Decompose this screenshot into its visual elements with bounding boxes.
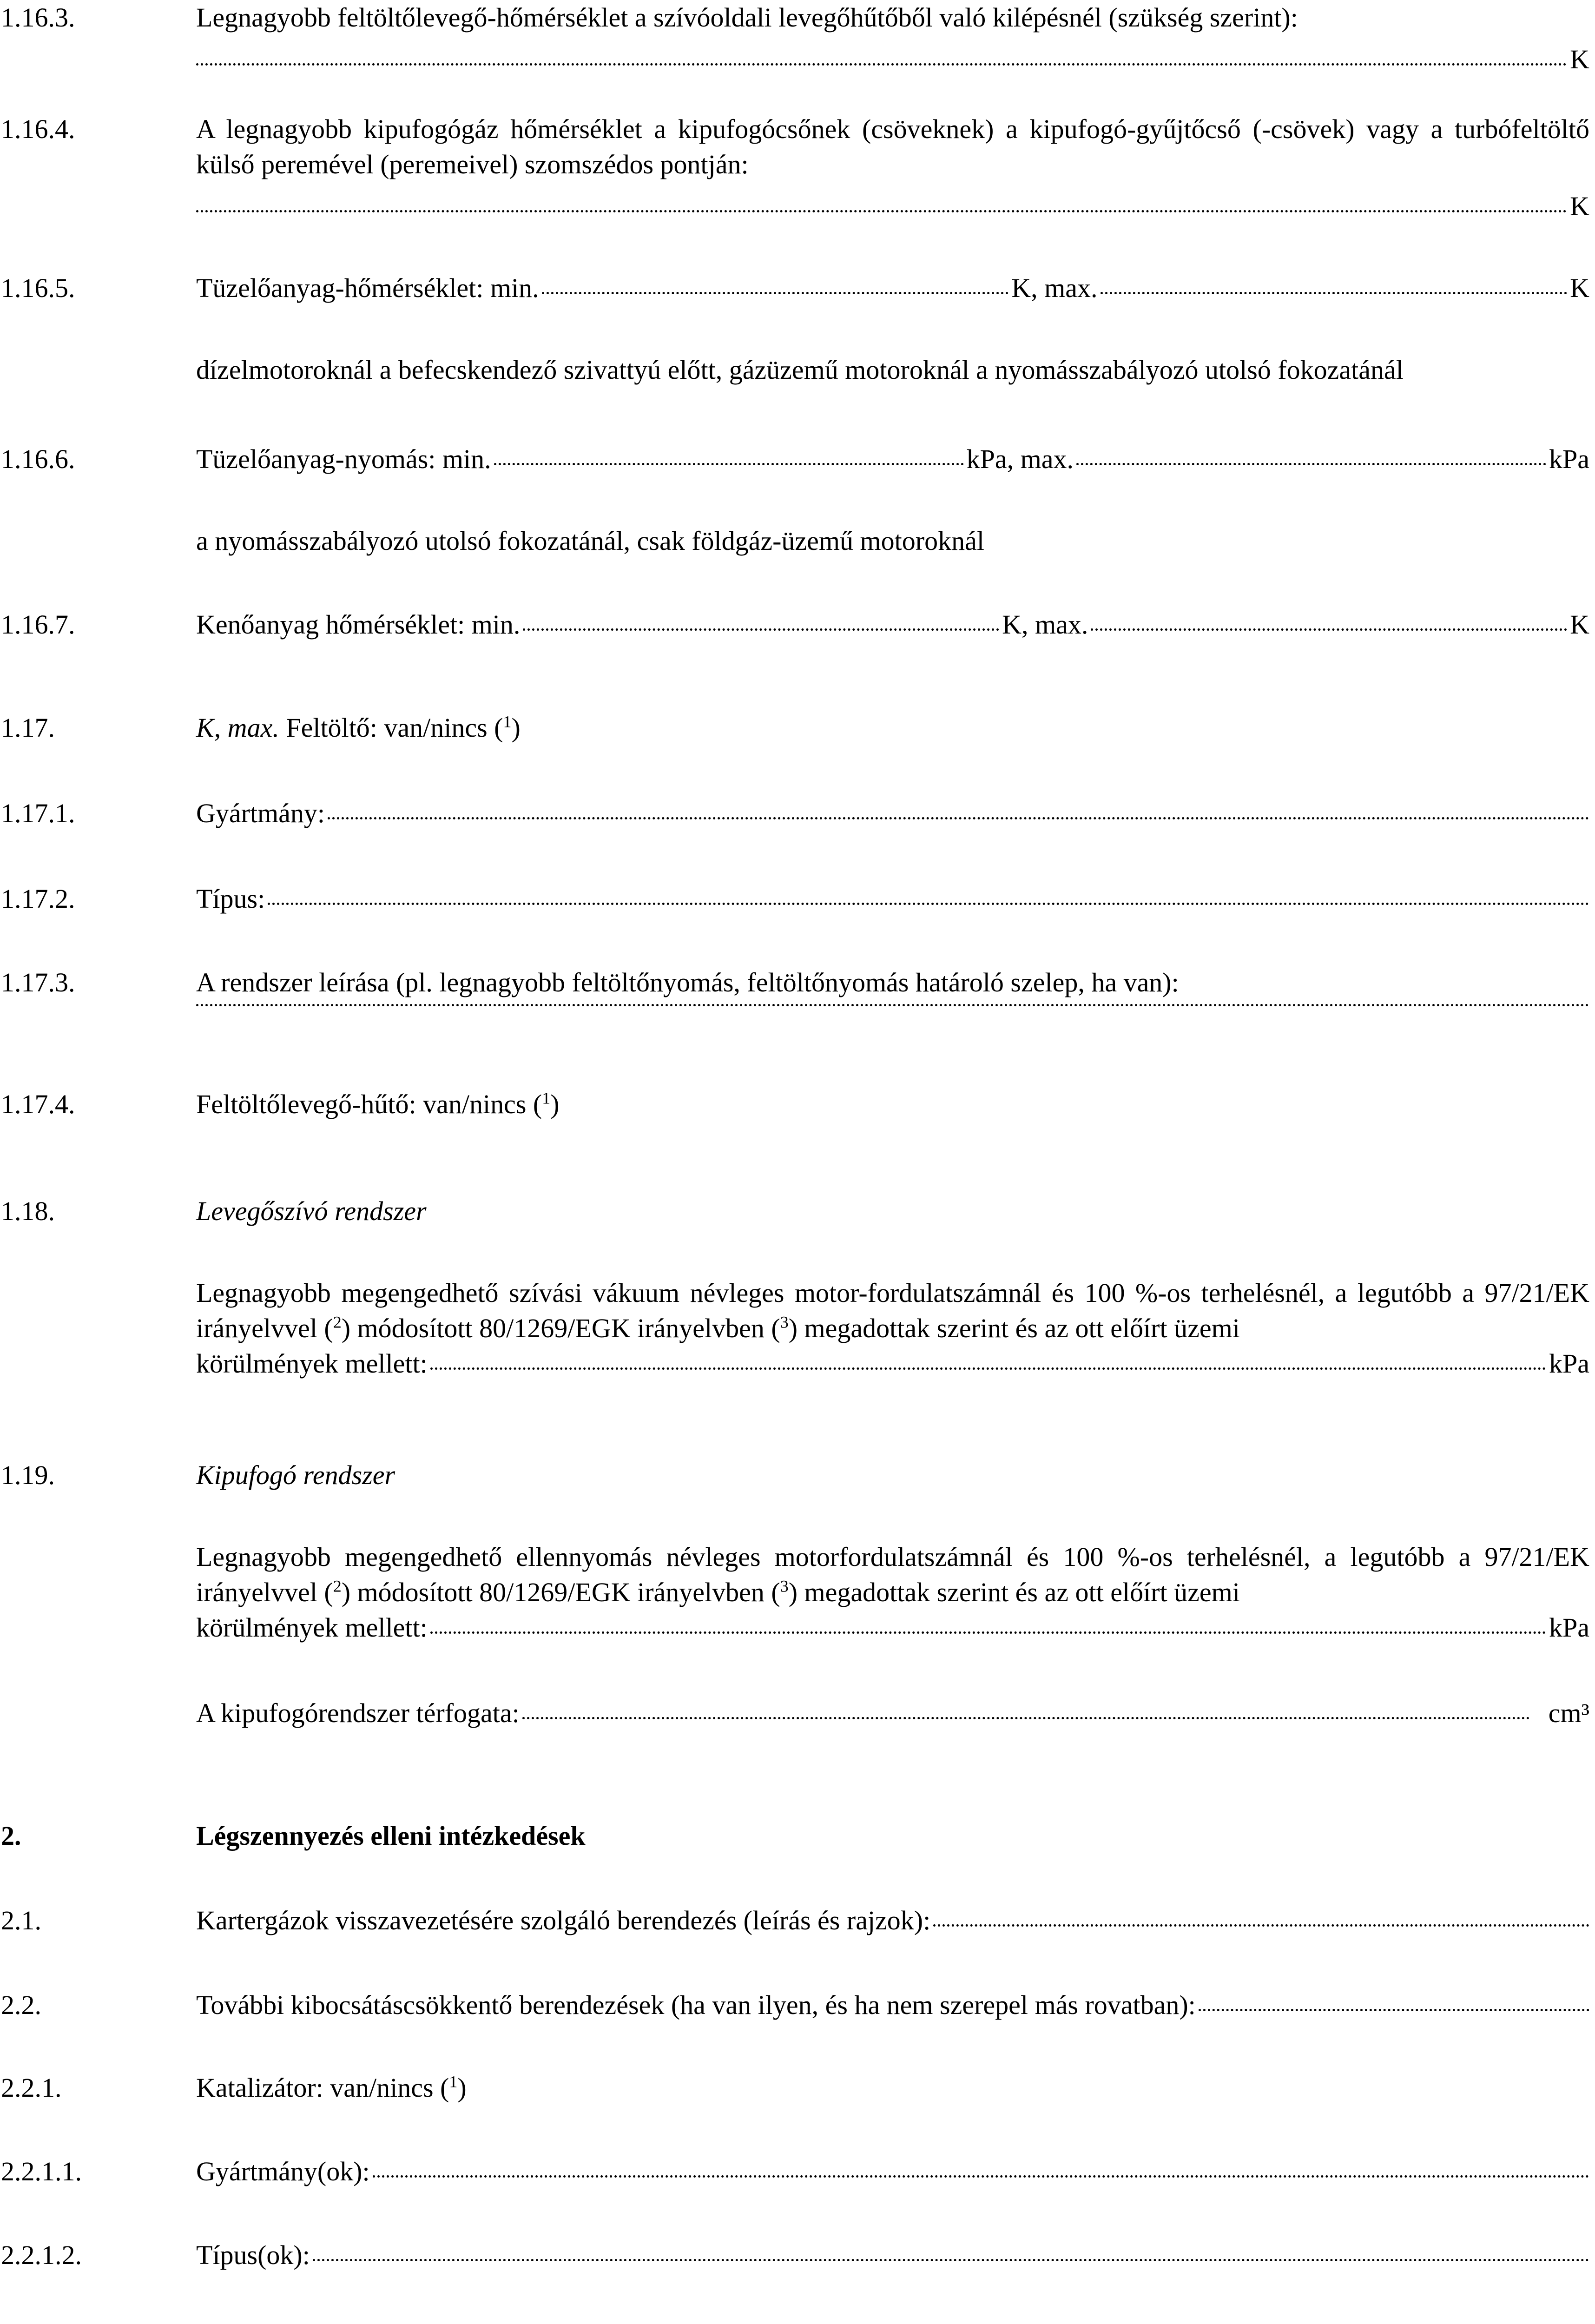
item-number: 1.18. bbox=[1, 1196, 55, 1226]
fill-in-line[interactable] bbox=[196, 210, 1567, 212]
item-text: A rendszer leírása (pl. legnagyobb feltöltőnyomás, feltöltőnyomás határoló szelep, ha van): bbox=[196, 967, 1179, 997]
item-number: 2.2.1.2. bbox=[1, 2240, 82, 2270]
item-number: 1.19. bbox=[1, 1460, 55, 1490]
min-label: Tüzelőanyag-nyomás: min. bbox=[196, 444, 491, 474]
item-label: Gyártmány(ok): bbox=[196, 2156, 370, 2186]
item-label: körülmények mellett: bbox=[196, 1612, 428, 1643]
footnote-ref[interactable]: 3 bbox=[780, 1577, 789, 1596]
item-note: a nyomásszabályozó utolsó fokozatánál, csak földgáz-üzemű motoroknál bbox=[196, 526, 984, 556]
min-value-line[interactable] bbox=[542, 292, 1009, 294]
item-number: 1.17. bbox=[1, 713, 55, 743]
fill-in-line[interactable] bbox=[196, 1004, 1589, 1006]
item-label: Típus: bbox=[196, 884, 265, 914]
item-number: 1.16.3. bbox=[1, 2, 75, 33]
max-value-line[interactable] bbox=[1076, 463, 1546, 465]
item-number: 2.1. bbox=[1, 1905, 41, 1935]
italic-text: K, max. bbox=[196, 713, 279, 743]
unit-label: kPa bbox=[1549, 1348, 1589, 1379]
section-title: Légszennyezés elleni intézkedések bbox=[196, 1821, 586, 1851]
min-label: Kenőanyag hőmérséklet: min. bbox=[196, 609, 521, 640]
section-heading: Kipufogó rendszer bbox=[196, 1460, 395, 1490]
item-number: 1.17.2. bbox=[1, 884, 75, 914]
footnote-ref[interactable]: 1 bbox=[503, 712, 512, 731]
item-number bbox=[1, 2322, 82, 2324]
item-text: Feltöltő: van/nincs ( bbox=[279, 713, 503, 743]
unit-label: kPa bbox=[1549, 1612, 1589, 1643]
footnote-ref[interactable]: 1 bbox=[449, 2072, 458, 2091]
fill-in-line[interactable] bbox=[933, 1924, 1589, 1927]
item-number: 1.17.4. bbox=[1, 1089, 75, 1119]
footnote-ref[interactable]: 3 bbox=[780, 1313, 789, 1332]
max-label: kPa, max. bbox=[966, 444, 1074, 474]
max-value-line[interactable] bbox=[1091, 628, 1567, 631]
unit-label: K bbox=[1570, 44, 1589, 74]
item-label: Kartergázok visszavezetésére szolgáló berendezés (leírás és rajzok): bbox=[196, 1905, 931, 1935]
item-text: Legnagyobb feltöltőlevegő-hőmérséklet a szívóoldali levegőhűtőből való kilépésnél (szükség szerint): bbox=[196, 2, 1298, 33]
fill-in-line[interactable] bbox=[328, 817, 1589, 819]
item-number: 1.16.5. bbox=[1, 273, 75, 303]
unit-label: K bbox=[1570, 609, 1589, 640]
item-number: 1.16.7. bbox=[1, 609, 75, 640]
item-label: Gyártmány: bbox=[196, 798, 325, 828]
fill-in-line[interactable] bbox=[196, 63, 1567, 66]
footnote-ref[interactable]: 2 bbox=[333, 1577, 342, 1596]
volume-unit: cm³ bbox=[1548, 1698, 1589, 1728]
unit-label: K bbox=[1570, 273, 1589, 303]
max-value-line[interactable] bbox=[1101, 292, 1568, 294]
min-value-line[interactable] bbox=[523, 628, 999, 631]
item-text: A legnagyobb kipufogógáz hőmérséklet a kipufogócsőnek (csöveknek) a kipufogó-gyűjtőcső (-csövek) vagy a turbófeltöltő külső peremével (peremeivel) szomszédos pontján: bbox=[196, 114, 1589, 179]
section-number: 2. bbox=[1, 1821, 21, 1851]
item-text: Feltöltőlevegő-hűtő: van/nincs ( bbox=[196, 1089, 542, 1119]
fill-in-line[interactable] bbox=[1199, 2009, 1589, 2011]
min-value-line[interactable] bbox=[494, 463, 964, 465]
fill-in-line[interactable] bbox=[313, 2259, 1589, 2261]
document-page: 1.16.3. Legnagyobb feltöltőlevegő-hőmérséklet a szívóoldali levegőhűtőből való kilépésnél (szükség szerint): K 1.16.4. A legnagyobb kipufogógáz hőmérséklet a kipufogócsőnek (csöveknek) a kipufogó-gyűjtőcső (-csövek) vagy a turbófeltöltő külső peremével (peremeivel) szomszédos pontján: K 1.16.5. Tüzelőanyag-hőmérséklet: min. K, max. K dízelmotoroknál a befecskendező szivattyú előtt, gázüzemű motoroknál a nyomásszabályozó utolsó fokozatánál 1.16.6. Tüzelőanyag-nyomás: min. kPa, max. kPa a nyomásszabályozó utolsó fokozatánál, csak földgáz-üzemű motoroknál 1.16.7. Kenőanyag hőmérséklet: min. K, max. K 1.17. K, max. Feltöltő: van/nincs ($^1$) 1.17.1. Gyártmány: 1.17.2. Típus: 1.17.3. A rendszer leírása (pl. legnagyobb feltöltőnyomás, feltöltőnyomás határoló szelep, ha van): 1.17.4. Feltöltőlevegő-hűtő: van/nincs ($^1$) 1.18. Levegőszívó rendszer Legnagyobb megengedhető szívási vákuum névleges motor-fordulatszámnál és 100 %-os terhelésnél, a legutóbb a 97/21/EK irányelvvel ($^2$) módosított 80/1269/EGK irányelvben ($^3$) megadottak szerint és az ott előírt üzemi körülmények mellett: kPa 1.19. Kipufogó rendszer Legnagyobb megengedhető ellennyomás névleges motorfordulatszámnál és 100 %-os terhelésnél, a legutóbb a 97/21/EK irányelvvel ($^2$) módosított 80/1269/EGK irányelvben ($^3$) megadottak szerint és az ott előírt üzemi körülmények mellett: kPa A kipufogórendszer térfogata: cm³ 2. Légszennyezés elleni intézkedések 2.1. Kartergázok visszavezetésére szolgáló berendezés (leírás és rajzok): 2.2. További kibocsátáscsökkentő berendezések (ha van ilyen, és ha nem szerepel más rovatban): 2.2.1. Katalizátor: van/nincs ($^1$) 2.2.1.1. Gyártmány(ok): 2.2.1.2. Típus(ok): bbox=[0, 0, 1595, 2324]
item-note: dízelmotoroknál a befecskendező szivattyú előtt, gázüzemű motoroknál a nyomásszabályozó utolsó fokozatánál bbox=[196, 355, 1404, 385]
item-text: Katalizátor: van/nincs ( bbox=[196, 2073, 449, 2103]
min-label: Tüzelőanyag-hőmérséklet: min. bbox=[196, 273, 539, 303]
item-label: További kibocsátáscsökkentő berendezések (ha van ilyen, és ha nem szerepel más rovatban): bbox=[196, 1990, 1196, 2020]
unit-label: kPa bbox=[1549, 444, 1589, 474]
item-number: 1.17.3. bbox=[1, 967, 75, 997]
footnote-ref[interactable]: 1 bbox=[542, 1089, 551, 1108]
max-label: K, max. bbox=[1011, 273, 1098, 303]
footnote-ref[interactable]: 2 bbox=[333, 1313, 342, 1332]
fill-in-line[interactable] bbox=[430, 1631, 1546, 1634]
section-heading: Levegőszívó rendszer bbox=[196, 1196, 427, 1226]
fill-in-line[interactable] bbox=[268, 903, 1589, 905]
item-number: 1.17.1. bbox=[1, 798, 75, 828]
item-label: körülmények mellett: bbox=[196, 1348, 428, 1379]
item-number: 2.2.1.1. bbox=[1, 2156, 82, 2186]
item-number: 2.2. bbox=[1, 1990, 41, 2020]
volume-label: A kipufogórendszer térfogata: bbox=[196, 1698, 520, 1728]
item-paragraph: Legnagyobb megengedhető szívási vákuum névleges motor-fordulatszámnál és 100 %-os terhelésnél, a legutóbb a 97/21/EK irányelvvel ($^2$) módosított 80/1269/EGK irányelvben ($^3$) megadottak szerint és az ott előírt üzemi bbox=[196, 1278, 1589, 1343]
item-number: 2.2.1. bbox=[1, 2073, 62, 2103]
item-number: 1.16.6. bbox=[1, 444, 75, 474]
fill-in-line[interactable] bbox=[373, 2175, 1589, 2178]
unit-label: K bbox=[1570, 191, 1589, 221]
max-label: K, max. bbox=[1002, 609, 1088, 640]
volume-fill-in-line[interactable] bbox=[522, 1717, 1530, 1719]
item-paragraph: Legnagyobb megengedhető ellennyomás névleges motorfordulatszámnál és 100 %-os terhelésnél, a legutóbb a 97/21/EK irányelvvel ($^2$) módosított 80/1269/EGK irányelvben ($^3$) megadottak szerint és az ott előírt üzemi bbox=[196, 1542, 1589, 1607]
fill-in-line[interactable] bbox=[430, 1367, 1546, 1370]
item-number: 1.16.4. bbox=[1, 114, 75, 144]
item-label bbox=[196, 2322, 538, 2324]
item-label: Típus(ok): bbox=[196, 2240, 310, 2270]
